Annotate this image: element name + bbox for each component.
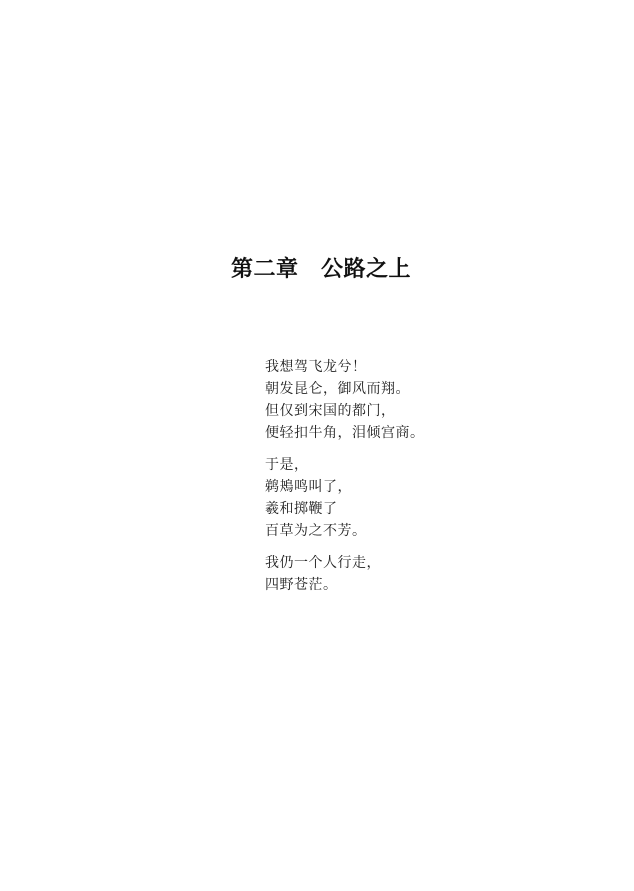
poem (265, 356, 425, 596)
poem-line: 鹈鴂鸣叫了， (265, 479, 352, 495)
poem-line: 便轻扣牛角，泪倾宫商。 (265, 425, 425, 441)
chapter-title: 第二章 公路之上 (230, 256, 411, 281)
poem-stanza-1 (265, 356, 425, 444)
poem-line: 于是， (265, 457, 309, 473)
poem-stanza-2 (265, 454, 425, 542)
poem-line: 四野苍茫。 (265, 577, 338, 593)
poem-line: 我仍一个人行走， (265, 555, 381, 571)
poem-line: 百草为之不芳。 (265, 523, 367, 539)
poem-line: 朝发昆仑，御风而翔。 (265, 381, 410, 397)
poem-line: 羲和掷鞭了 (265, 501, 338, 517)
poem-line: 我想驾飞龙兮！ (265, 359, 367, 375)
poem-line: 但仅到宋国的都门， (265, 403, 396, 419)
poem-stanza-3 (265, 552, 425, 596)
